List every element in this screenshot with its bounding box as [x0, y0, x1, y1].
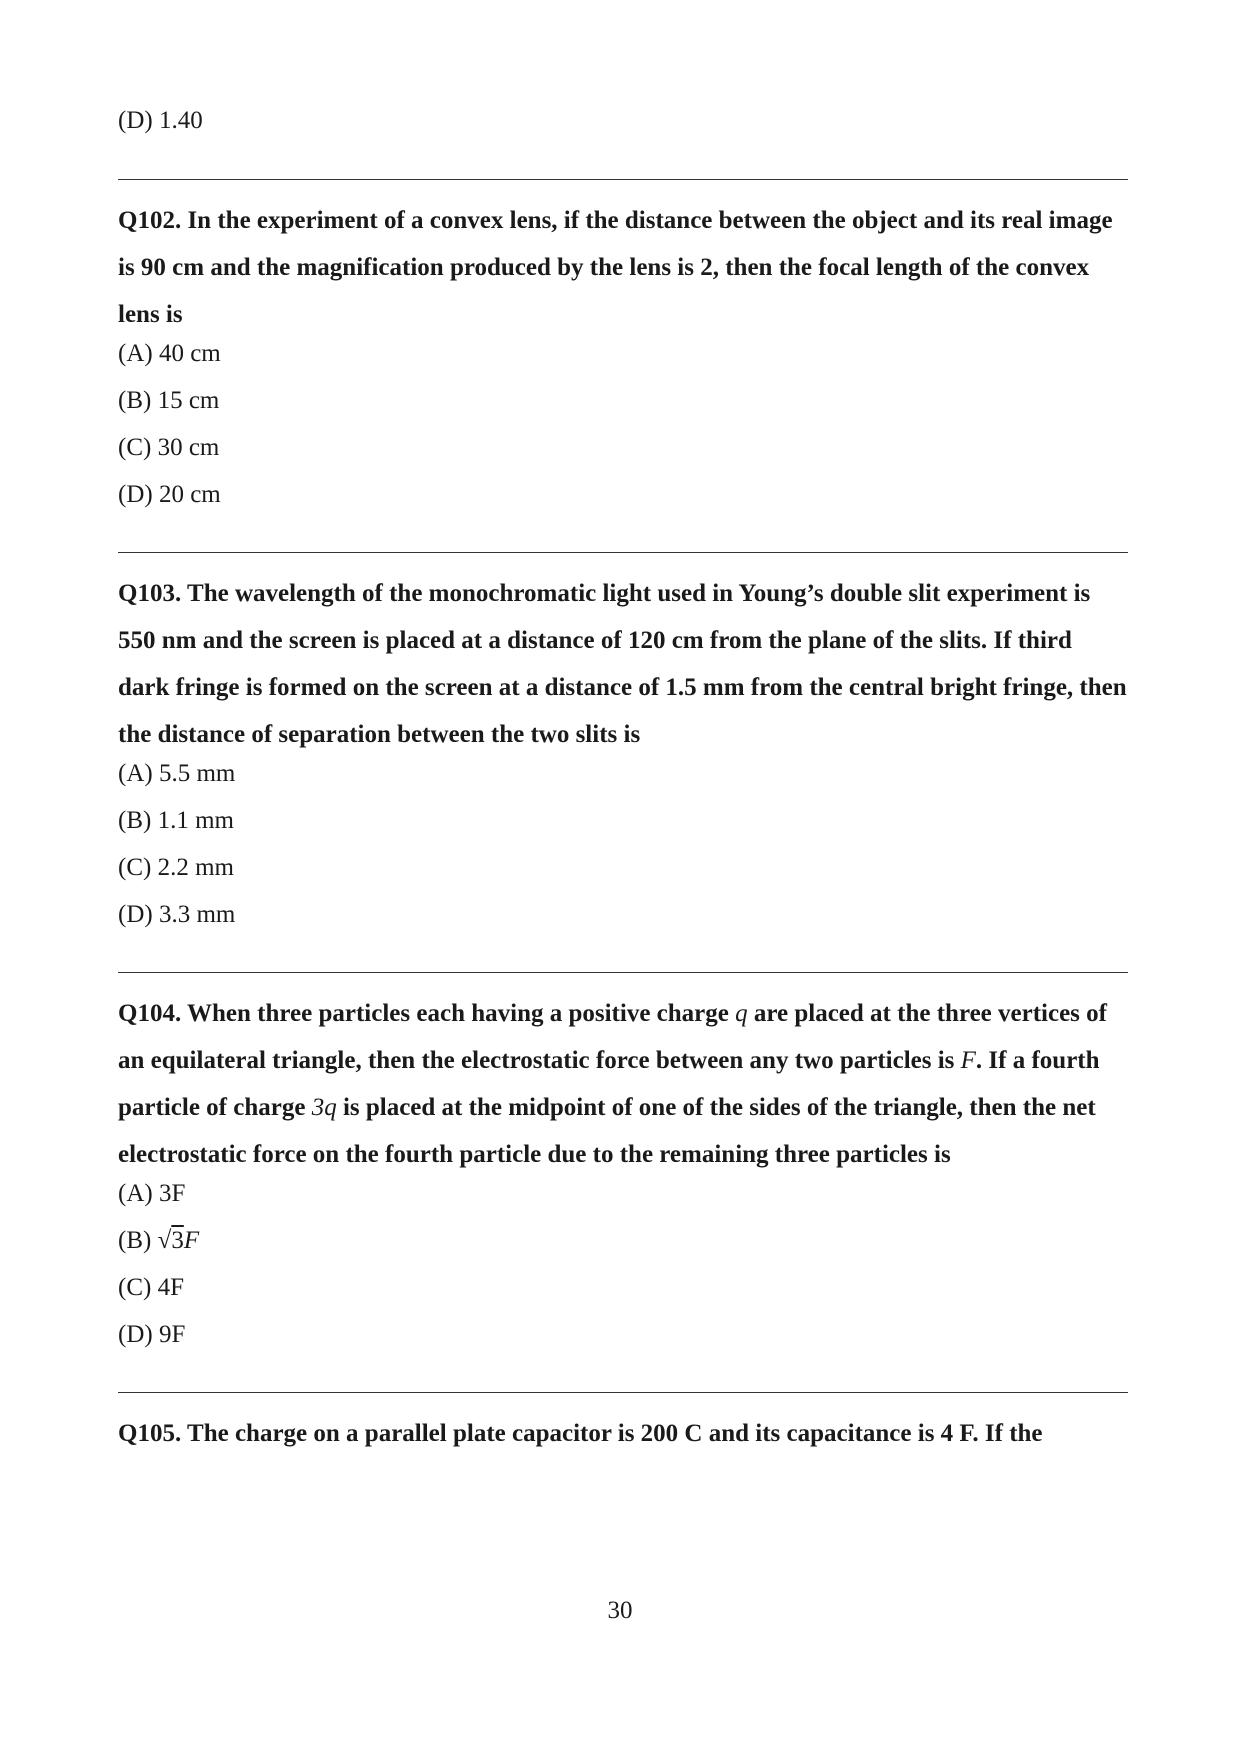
option-b: (B) 15 cm — [118, 387, 220, 414]
question-text — [118, 197, 1128, 338]
question-body: The wavelength of the monochromatic light used in Young’s double slit experiment is 550 nm and the screen is placed at a distance of 120 cm from the plane of the slits. If third dark fringe is formed on the screen at a distance of 1.5 mm from the central bright fringe, then the distance of separation between the two slits is — [118, 580, 1127, 748]
question-label: Q104. — [118, 1000, 182, 1027]
sqrt-radicand: 3 — [171, 1227, 184, 1254]
math-var-3q: 3q — [311, 1094, 337, 1121]
option-label: (B) — [118, 1227, 152, 1254]
option-c: (C) 30 cm — [118, 434, 220, 461]
page-number: 30 — [607, 1597, 633, 1624]
question-label: Q105. — [118, 1420, 182, 1447]
question-body-part: When three particles each having a positive charge — [187, 1000, 729, 1027]
option-a: (A) 5.5 mm — [118, 760, 236, 787]
math-var-F: F — [960, 1047, 976, 1074]
option-d: (D) 20 cm — [118, 481, 221, 508]
option-d: (D) 3.3 mm — [118, 901, 236, 928]
question-q102 — [118, 197, 1128, 526]
question-text — [118, 990, 1128, 1178]
option-a: (A) 40 cm — [118, 340, 221, 367]
question-q104 — [118, 990, 1128, 1366]
math-var-F: F — [183, 1227, 200, 1254]
option-b: (B) 1.1 mm — [118, 807, 234, 834]
math-var-q: q — [735, 1000, 748, 1027]
question-body-part: is placed at the midpoint of one of the sides of the triangle, then the net electrostatic force on the fourth particle due to the remaining three particles is — [118, 1094, 1096, 1168]
question-body: In the experiment of a convex lens, if the distance between the object and its real image is 90 cm and the magnification produced by the lens is 2, then the focal length of the convex lens is — [118, 207, 1113, 328]
question-text — [118, 1410, 1128, 1457]
question-label: Q103. — [118, 580, 182, 607]
question-label: Q102. — [118, 207, 182, 234]
question-body-part: are placed at the three vertices of an equilateral triangle, then the electrostatic force between any two particles is — [118, 1000, 1107, 1074]
option-b — [118, 1225, 1128, 1272]
option-c: (C) 2.2 mm — [118, 854, 234, 881]
document-page — [118, 105, 1128, 1457]
option-a: (A) 3F — [118, 1180, 186, 1207]
question-q103 — [118, 570, 1128, 946]
option-c: (C) 4F — [118, 1274, 184, 1301]
question-text — [118, 570, 1128, 758]
option-d: (D) 9F — [118, 1321, 186, 1348]
q101-option-d: (D) 1.40 — [118, 107, 203, 134]
sqrt-symbol: √ — [157, 1227, 172, 1254]
question-body-part: . If a fourth particle of charge — [118, 1047, 1100, 1121]
question-q105 — [118, 1410, 1128, 1457]
question-body: The charge on a parallel plate capacitor is 200 C and its capacitance is 4 F. If the — [187, 1420, 1043, 1447]
